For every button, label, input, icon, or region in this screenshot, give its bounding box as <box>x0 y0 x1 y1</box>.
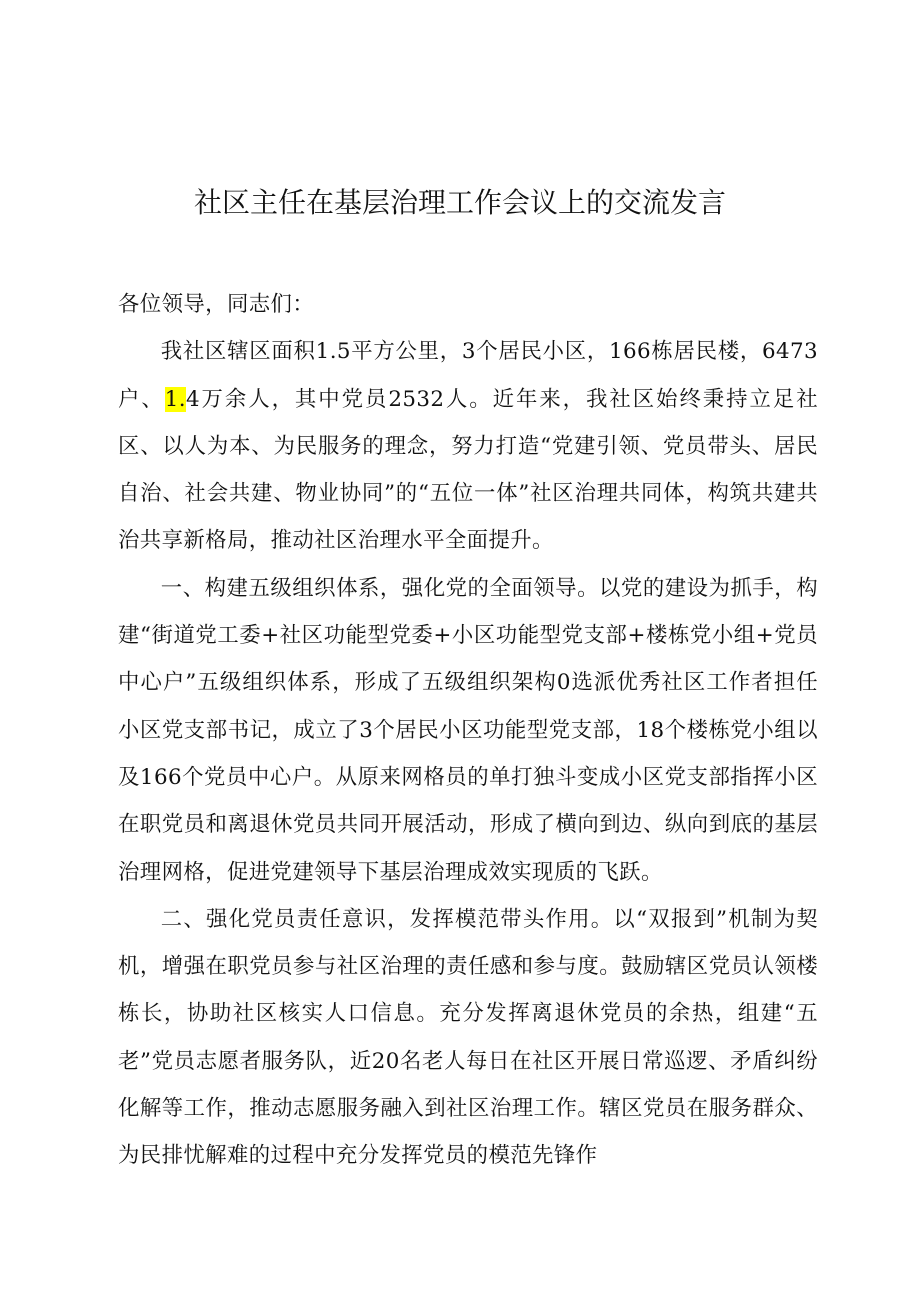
paragraph-intro-text-end: 4万余人，其中党员2532人。近年来，我社区始终秉持立足社区、以人为本、为民服务的理念，努力打造“党建引领、党员带头、居民自治、社会共建、物业协同”的“五位一体”社区治理共同体，构筑共建共治共享新格局，推动社区治理水平全面提升。 <box>118 386 818 554</box>
document-title: 社区主任在基层治理工作会议上的交流发言 <box>193 186 726 219</box>
highlighted-text: 1. <box>164 386 186 412</box>
paragraph-intro-text-start: 我社区辖区面积1.5平方公里，3个居民小区，166栋居民楼，6473户、 <box>118 339 818 412</box>
paragraph-section-one: 一、构建五级组织体系，强化党的全面领导。以党的建设为抓手，构建“街道党工委+社区功能型党委+小区功能型党支部+楼栋党小组+党员中心户”五级组织体系，形成了五级组织架构0选派优秀社区工作者担任小区党支部书记，成立了3个居民小区功能型党支部，18个楼栋党小组以及166个党员中心户。从原来网格员的单打独斗变成小区党支部指挥小区在职党员和离退休党员共同开展活动，形成了横向到边、纵向到底的基层治理网格，促进党建领导下基层治理成效实现质的飞跃。 <box>118 575 818 885</box>
document-body <box>118 281 818 1180</box>
paragraph-intro <box>118 328 818 564</box>
paragraph-section-two: 二、强化党员责任意识，发挥模范带头作用。以“双报到”机制为契机，增强在职党员参与社区治理的责任感和参与度。鼓励辖区党员认领楼栋长，协助社区核实人口信息。充分发挥离退休党员的余热，组建“五老”党员志愿者服务队，近20名老人每日在社区开展日常巡逻、矛盾纠纷化解等工作，推动志愿服务融入到社区治理工作。辖区党员在服务群众、为民排忧解难的过程中充分发挥党员的模范先锋作 <box>118 906 818 1169</box>
salutation: 各位领导，同志们： <box>118 292 315 317</box>
